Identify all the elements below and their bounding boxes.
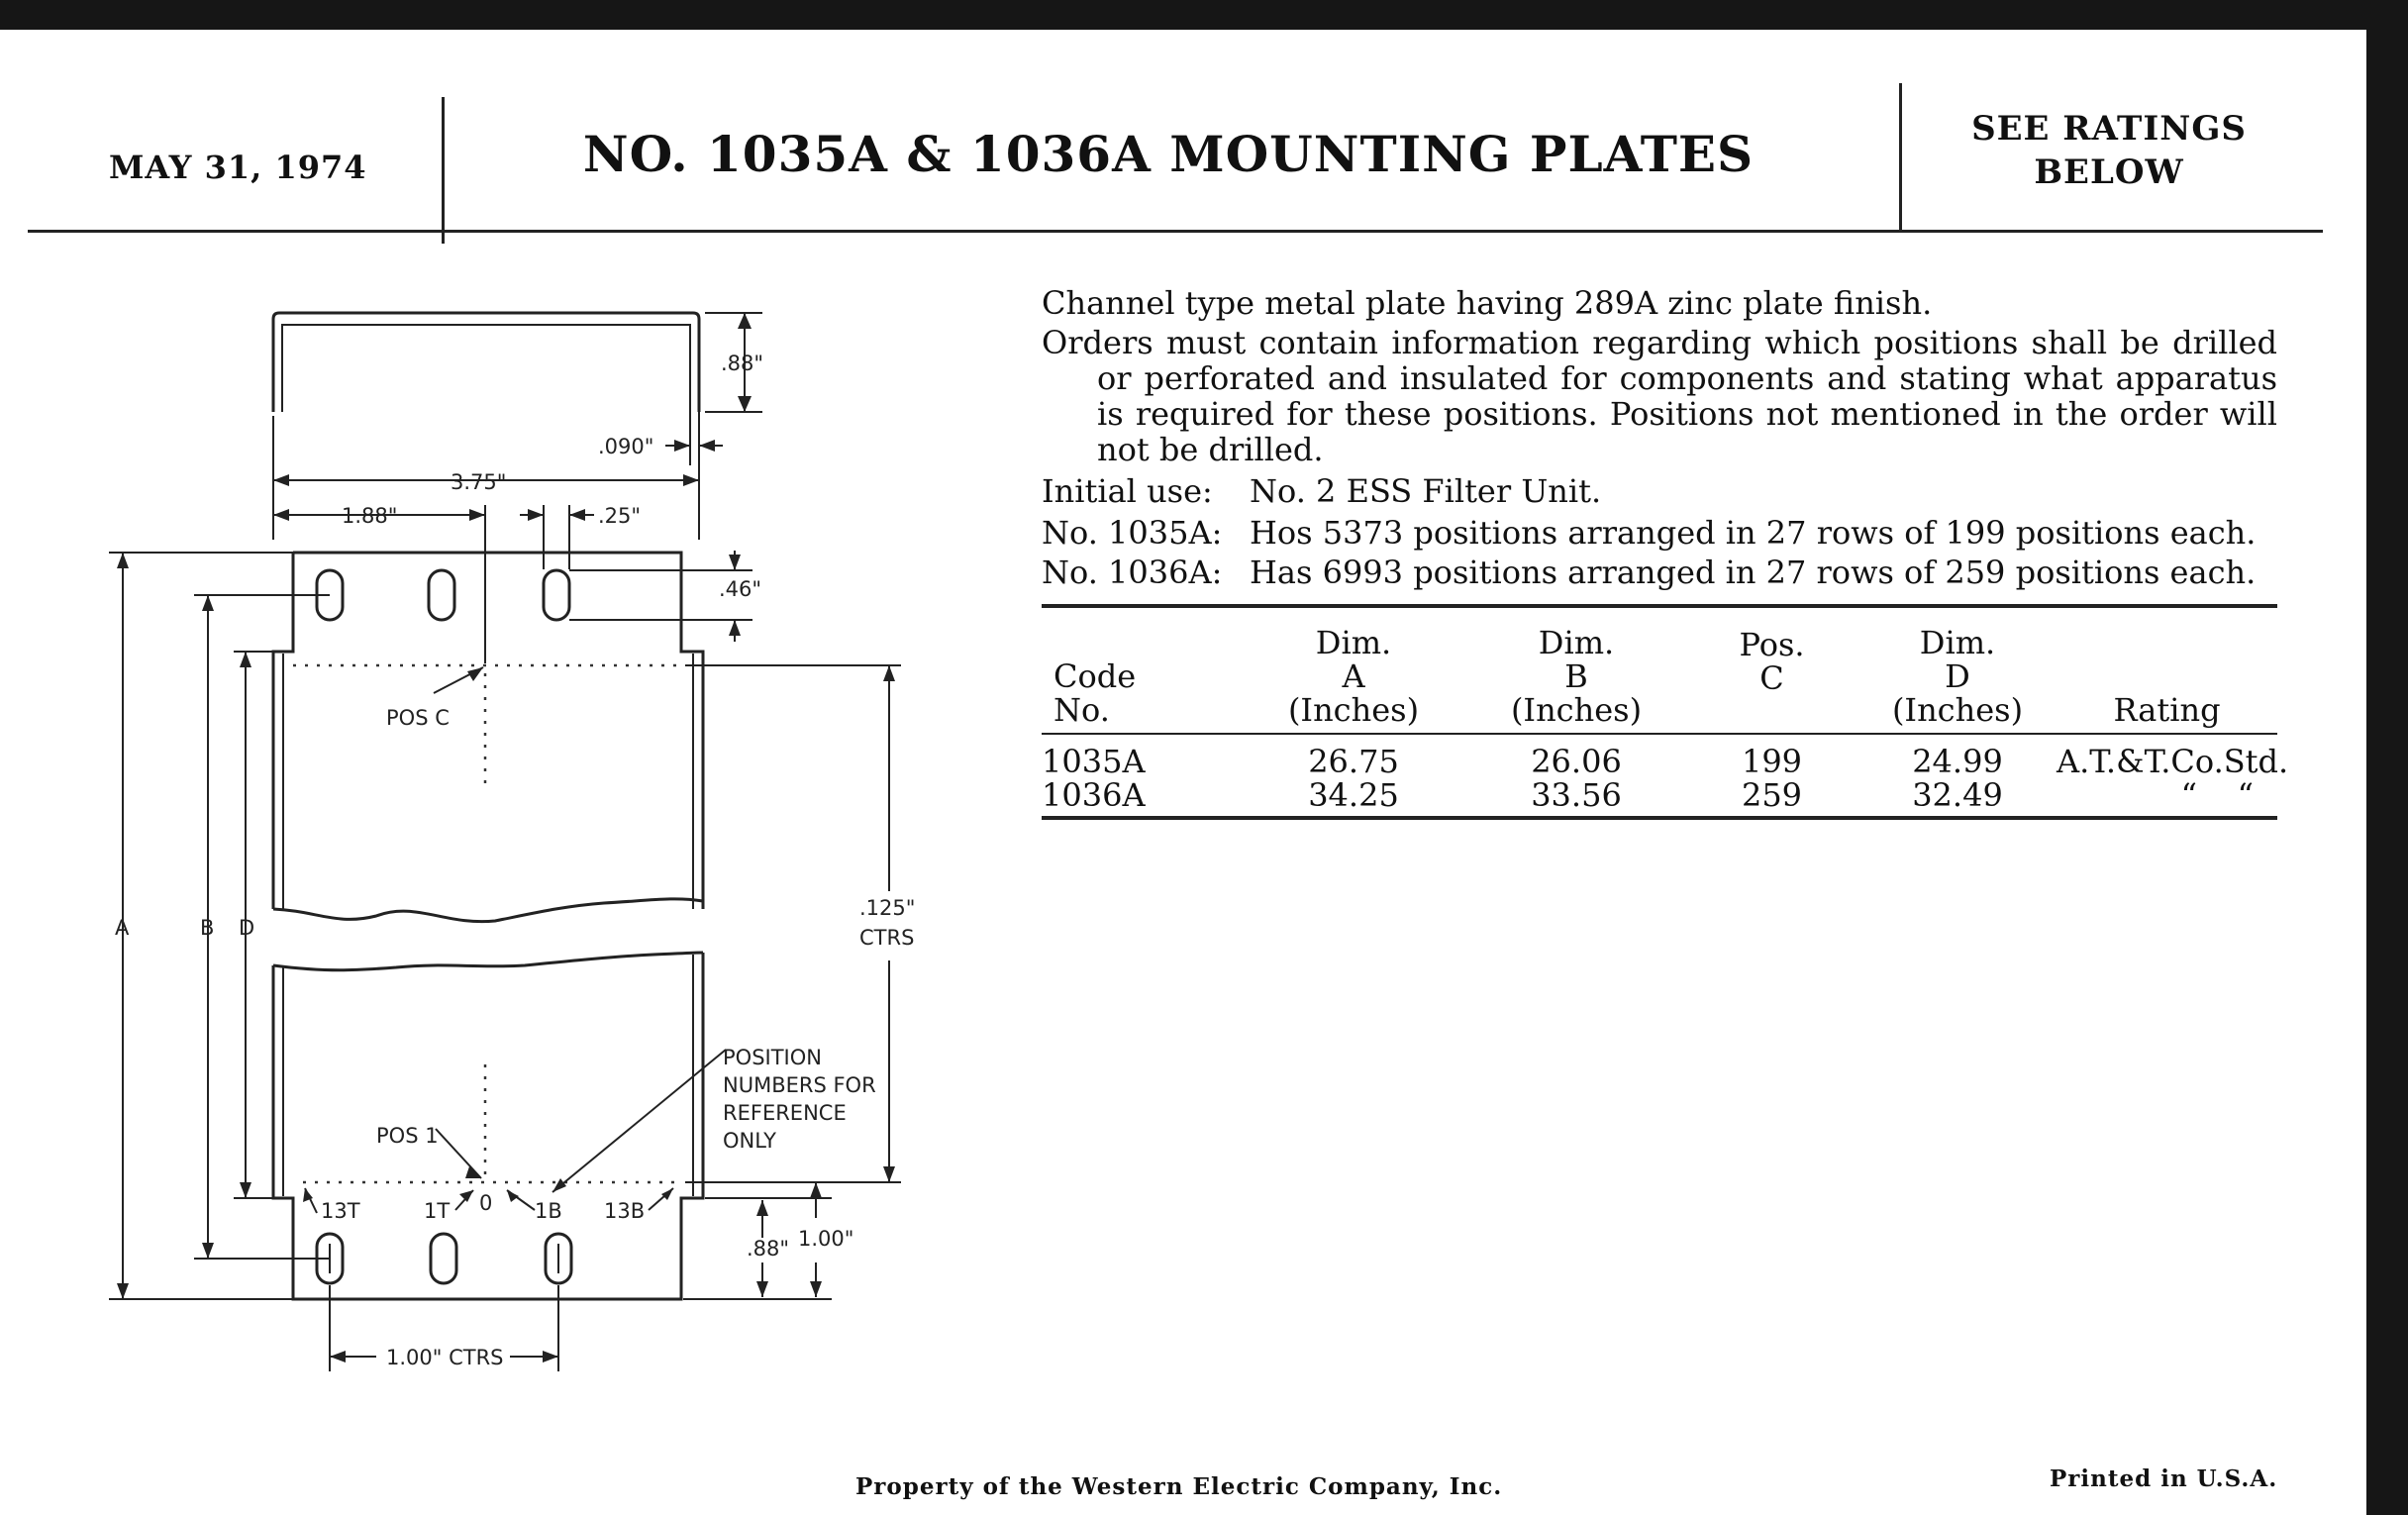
dim-slot-centers: 1.00" CTRS — [386, 1346, 504, 1369]
header-dim-a: Dim. A (Inches) — [1287, 624, 1420, 729]
pos-c-label: POS C — [386, 706, 450, 730]
top-slot-3 — [544, 570, 569, 620]
bottom-slot-2 — [431, 1234, 456, 1283]
note-line-3: REFERENCE — [723, 1101, 847, 1125]
table-body — [1042, 735, 2289, 816]
header-dim-b: Dim. B (Inches) — [1510, 624, 1643, 729]
ratings-note-line2: BELOW — [2034, 152, 2184, 192]
cell-rating: A.T.&T.Co.Std. — [2057, 743, 2289, 780]
cell-code: 1036A — [1042, 776, 1146, 814]
row-label-1b: 1B — [535, 1199, 562, 1223]
cell-rating: “ “ — [2180, 776, 2254, 814]
ratings-table — [1042, 604, 2289, 820]
item-1036a-label: No. 1036A: — [1042, 554, 1223, 591]
dim-slot-width: .25" — [598, 504, 642, 528]
row-label-0: 0 — [479, 1191, 493, 1215]
cell-dim-a: 26.75 — [1308, 743, 1399, 780]
channel-profile-outer — [273, 313, 699, 412]
dim-width: 3.75" — [451, 470, 507, 494]
cell-dim-b: 26.06 — [1531, 743, 1622, 780]
dim-label-d: D — [239, 916, 255, 940]
item-1035a-value: Hos 5373 positions arranged in 27 rows of 199 positions each. — [1250, 514, 2257, 552]
cell-dim-b: 33.56 — [1531, 776, 1622, 814]
dim-label-b: B — [200, 916, 215, 940]
plate-outline-top-right — [293, 553, 703, 909]
note-line-2: NUMBERS FOR — [723, 1073, 876, 1097]
header-pos-c: Pos. C — [1739, 626, 1805, 697]
table-bottom-rule — [1042, 816, 2277, 820]
description-line-2: Orders must contain information regarding which positions shall be drilled or perforated and insulated for components and stating what apparatus is required for these positions. Positions not mentioned in the order will not be drilled. — [1042, 324, 2277, 468]
ratings-note-line1: SEE RATINGS — [1971, 109, 2247, 149]
break-line-bottom — [273, 953, 703, 970]
initial-use-label: Initial use: — [1042, 472, 1213, 510]
row-label-1t: 1T — [424, 1199, 451, 1223]
dim-half-width: 1.88" — [342, 504, 398, 528]
table-row — [1042, 778, 2277, 812]
dim-label-a: A — [115, 916, 130, 940]
mounting-plate-drawing — [0, 0, 990, 1416]
item-1035a — [1042, 515, 2277, 551]
issue-date: MAY 31, 1974 — [109, 149, 367, 186]
channel-profile-inner — [282, 325, 690, 412]
note-line-1: POSITION — [723, 1046, 822, 1069]
header-rating: Rating — [2113, 691, 2221, 729]
row-label-13t: 13T — [321, 1199, 360, 1223]
table-row — [1042, 743, 2289, 780]
cell-pos-c: 259 — [1741, 776, 1803, 814]
item-1036a-value: Has 6993 positions arranged in 27 rows of 259 positions each. — [1250, 554, 2257, 591]
centers-value: .125" — [859, 896, 916, 920]
cell-dim-d: 24.99 — [1912, 743, 2003, 780]
description — [1042, 285, 2277, 594]
cell-code: 1035A — [1042, 743, 1146, 780]
header-code: Code No. — [1054, 657, 1137, 729]
header-divider-right — [1899, 83, 1902, 232]
cell-dim-d: 32.49 — [1912, 776, 2003, 814]
scan-right-border — [2366, 0, 2408, 1515]
plate-outline-bottom — [273, 953, 703, 1299]
note-line-4: ONLY — [723, 1129, 776, 1153]
footer-printed-in: Printed in U.S.A. — [2050, 1465, 2278, 1492]
ratings-note — [1911, 107, 2307, 194]
dim-top-height: .88" — [721, 352, 764, 375]
initial-use-value: No. 2 ESS Filter Unit. — [1250, 472, 1602, 510]
cell-dim-a: 34.25 — [1308, 776, 1399, 814]
break-line-top — [273, 899, 703, 922]
header-dim-d: Dim. D (Inches) — [1891, 624, 2024, 729]
row-label-13b: 13B — [604, 1199, 646, 1223]
centers-unit: CTRS — [859, 926, 915, 950]
dim-bottom-88: .88" — [747, 1237, 790, 1261]
description-line-1: Channel type metal plate having 289A zinc plate finish. — [1042, 284, 1933, 322]
top-slot-2 — [429, 570, 454, 620]
dim-bottom-100: 1.00" — [798, 1227, 854, 1251]
cell-pos-c: 199 — [1741, 743, 1803, 780]
table-header-row — [1042, 608, 2277, 733]
page-title: NO. 1035A & 1036A MOUNTING PLATES — [582, 125, 1755, 183]
pos-1-label: POS 1 — [376, 1124, 439, 1148]
footer-property-notice: Property of the Western Electric Company, Inc. — [855, 1473, 1503, 1500]
item-1035a-label: No. 1035A: — [1042, 514, 1223, 552]
dim-slot-offset: .46" — [719, 577, 762, 601]
item-1036a — [1042, 555, 2277, 590]
dim-thickness: .090" — [598, 435, 654, 458]
initial-use — [1042, 473, 2277, 509]
